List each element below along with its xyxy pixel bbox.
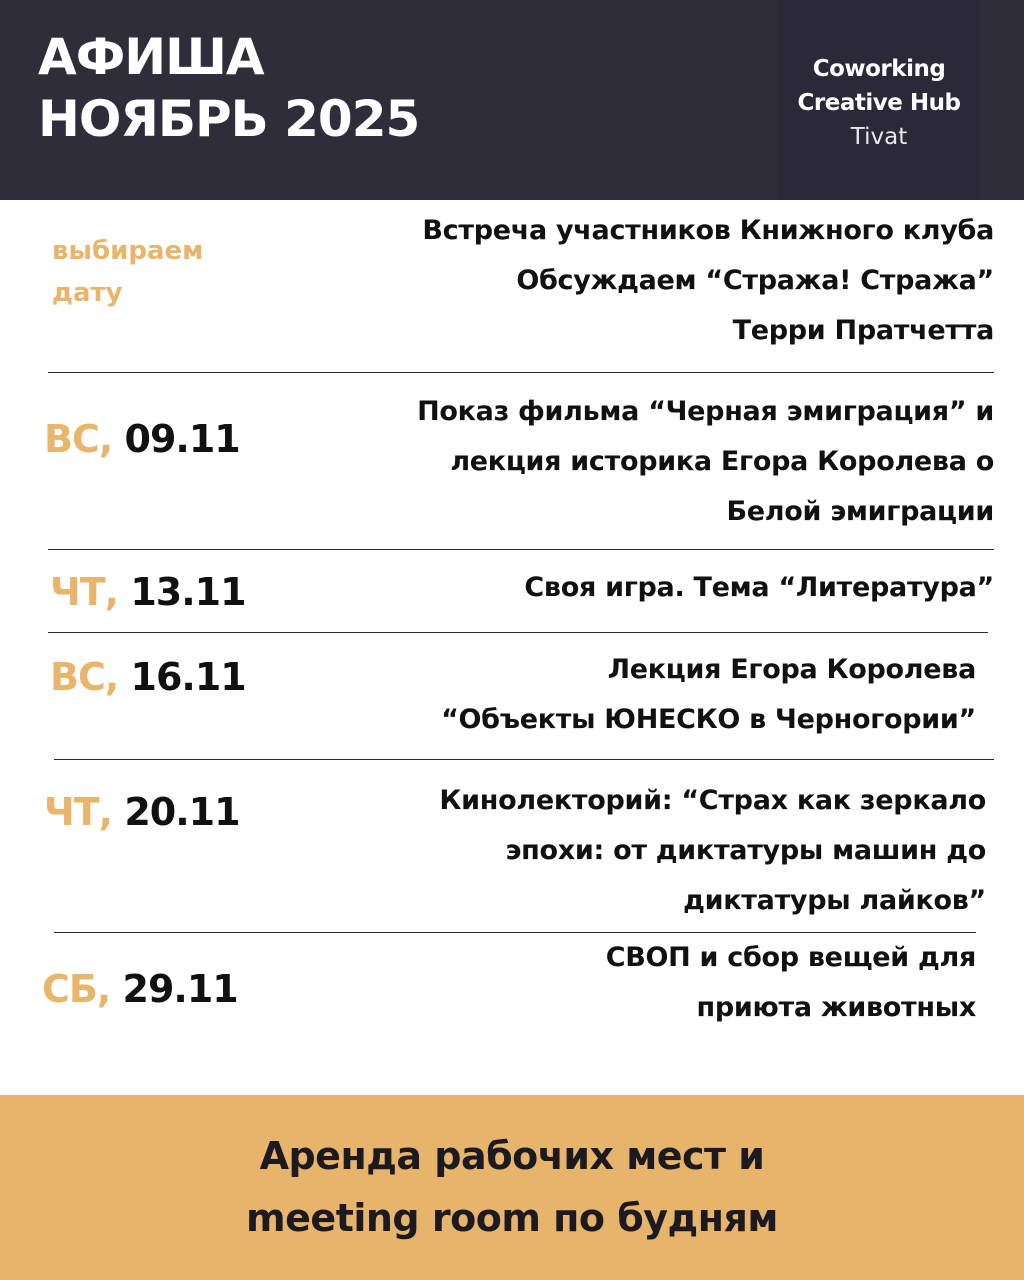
event-description-line: “Объекты ЮНЕСКО в Черногории” <box>441 704 976 735</box>
event-description <box>441 645 976 745</box>
brand-city: Tivat <box>850 124 908 150</box>
event-item-quiz <box>0 550 1024 632</box>
event-description <box>439 776 986 926</box>
event-date <box>50 570 246 614</box>
event-description-line: Своя игра. Тема “Литература” <box>524 572 994 603</box>
footer-line-2: meeting room по будням <box>246 1196 778 1240</box>
page-title-line-2: НОЯБРЬ 2025 <box>38 90 420 148</box>
event-weekday: ЧТ, <box>44 790 113 834</box>
event-day-month: 29.11 <box>122 967 238 1011</box>
brand-name-line-2: Creative Hub <box>797 90 961 116</box>
event-date-pending <box>52 230 272 314</box>
event-description <box>417 387 994 537</box>
event-day-month: 13.11 <box>130 570 246 614</box>
page-title-line-1: АФИША <box>38 28 264 86</box>
event-day-month: 16.11 <box>130 655 246 699</box>
event-description <box>422 206 994 356</box>
event-item-book-club <box>0 200 1024 372</box>
event-item-unesco-lecture <box>0 633 1024 759</box>
event-date-pending-line-2: дату <box>52 278 123 308</box>
event-description-line: Показ фильма “Черная эмиграция” и <box>417 396 994 427</box>
event-date <box>44 790 240 834</box>
event-date <box>42 967 238 1011</box>
event-description <box>606 933 976 1033</box>
event-item-swap <box>0 933 1024 1073</box>
event-description-line: Обсуждаем “Стража! Стража” <box>516 265 994 296</box>
event-date <box>50 655 246 699</box>
event-weekday: ЧТ, <box>50 570 119 614</box>
event-description-line: Белой эмиграции <box>726 496 994 527</box>
event-day-month: 09.11 <box>124 417 240 461</box>
event-description-line: Кинолекторий: “Страх как зеркало <box>439 785 986 816</box>
event-description-line: приюта животных <box>696 992 976 1023</box>
event-date <box>44 417 240 461</box>
event-description-line: Терри Пратчетта <box>732 315 994 346</box>
event-description-line: Встреча участников Книжного клуба <box>422 215 994 246</box>
event-weekday: СБ, <box>42 967 111 1011</box>
event-item-film-lecture <box>0 760 1024 932</box>
event-date-pending-line-1: выбираем <box>52 236 204 266</box>
event-weekday: ВС, <box>50 655 119 699</box>
brand-name-line-1: Coworking <box>812 56 946 82</box>
event-description-line: СВОП и сбор вещей для <box>605 942 976 973</box>
event-description-line: Лекция Егора Королева <box>607 654 976 685</box>
footer-line-1: Аренда рабочих мест и <box>259 1134 765 1178</box>
brand-block <box>778 0 980 200</box>
event-description-line: лекция историка Егора Королева о <box>450 446 994 477</box>
footer-banner <box>0 1095 1024 1280</box>
event-day-month: 20.11 <box>124 790 240 834</box>
event-description-line: диктатуры лайков” <box>683 885 986 916</box>
page-title <box>38 26 419 150</box>
footer-text <box>0 1125 1024 1249</box>
brand-logo <box>778 52 980 154</box>
event-description-line: эпохи: от диктатуры машин до <box>505 835 986 866</box>
event-description <box>524 563 994 613</box>
event-weekday: ВС, <box>44 417 113 461</box>
header <box>0 0 1024 200</box>
event-item-film <box>0 373 1024 549</box>
